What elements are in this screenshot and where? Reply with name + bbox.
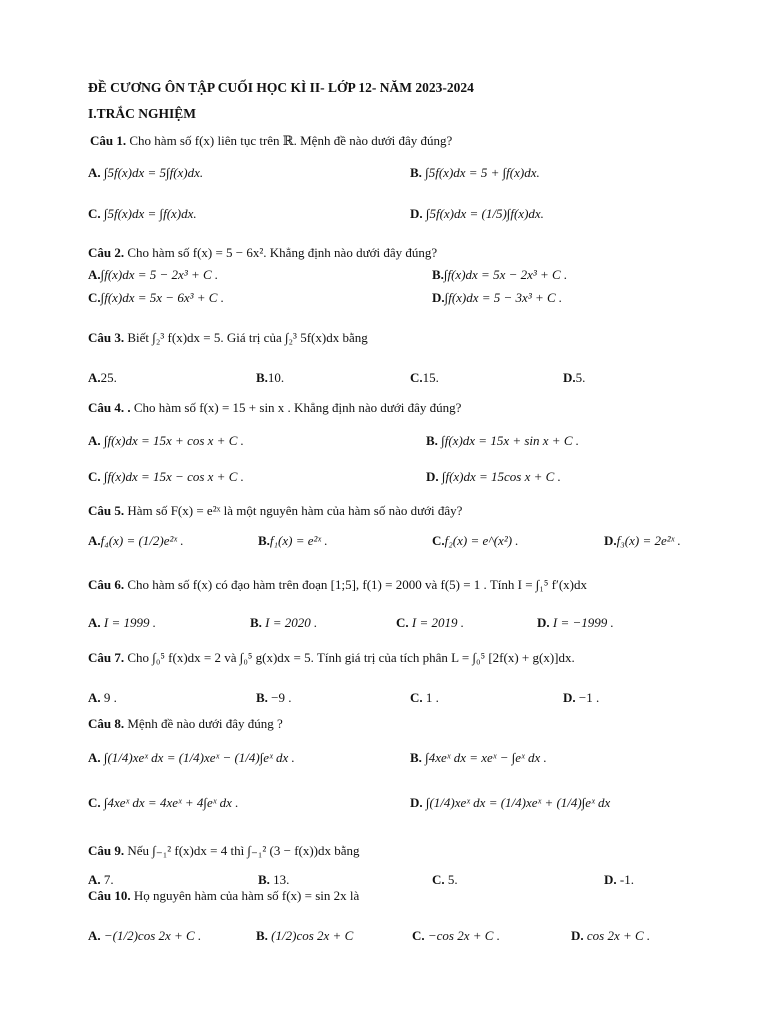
option-key: D. (604, 872, 617, 887)
option-text: ∫f(x)dx = 5x − 2x³ + C . (443, 267, 568, 282)
option-key: A. (88, 533, 101, 548)
q8-option-a (88, 750, 295, 766)
option-key: B. (258, 533, 270, 548)
option-text: f₃(x) = 2e²ˣ . (616, 533, 681, 548)
q1-option-c (88, 206, 197, 222)
q8-option-c (88, 795, 238, 811)
question-1-label: Câu 1. (90, 133, 127, 148)
q2-option-a (88, 267, 218, 283)
option-text: cos 2x + C . (586, 928, 651, 943)
option-text: −(1/2)cos 2x + C . (103, 928, 202, 943)
option-text: f₁(x) = e²ˣ . (269, 533, 328, 548)
option-text: 7. (103, 872, 114, 887)
q3-option-a (88, 370, 117, 386)
option-text: ∫5f(x)dx = 5∫f(x)dx. (103, 165, 204, 180)
option-key: A. (88, 690, 101, 705)
question-2-stem: Cho hàm số f(x) = 5 − 6x². Khẳng định nào dưới đây đúng? (127, 245, 438, 260)
question-10 (88, 888, 359, 904)
option-key: D. (604, 533, 617, 548)
section-heading: I.TRẮC NGHIỆM (88, 106, 197, 121)
q7-option-b (256, 690, 292, 706)
option-text: ∫5f(x)dx = (1/5)∫f(x)dx. (425, 206, 544, 221)
option-key: A. (88, 165, 101, 180)
q5-option-a (88, 533, 184, 549)
option-text: 5. (447, 872, 458, 887)
q7-option-c (410, 690, 439, 706)
question-6-label: Câu 6. (88, 577, 125, 592)
option-key: B. (426, 433, 438, 448)
option-text: 9 . (103, 690, 117, 705)
q2-option-d (432, 290, 562, 306)
option-key: D. (571, 928, 584, 943)
q1-option-d (410, 206, 544, 222)
option-text: ∫f(x)dx = 15x + sin x + C . (441, 433, 579, 448)
option-text: I = 1999 . (103, 615, 156, 630)
option-text: 25. (100, 370, 117, 385)
question-5 (88, 503, 462, 519)
question-7-stem: Cho ∫₀⁵ f(x)dx = 2 và ∫₀⁵ g(x)dx = 5. Tính giá trị của tích phân L = ∫₀⁵ [2f(x) + g(x)]dx. (127, 650, 575, 665)
option-key: A. (88, 928, 101, 943)
option-text: ∫f(x)dx = 15x + cos x + C . (103, 433, 244, 448)
q5-option-b (258, 533, 328, 549)
q3-option-d (563, 370, 585, 386)
option-text: f₄(x) = (1/2)e²ˣ . (100, 533, 184, 548)
q10-option-a (88, 928, 201, 944)
document-title: ĐỀ CƯƠNG ÔN TẬP CUỐI HỌC KÌ II- LỚP 12- NĂM 2023-2024 (88, 80, 474, 95)
q4-option-a (88, 433, 244, 449)
question-5-label: Câu 5. (88, 503, 125, 518)
option-text: ∫f(x)dx = 15cos x + C . (441, 469, 561, 484)
q6-option-a (88, 615, 156, 631)
q9-option-d (604, 872, 634, 888)
q4-option-d (426, 469, 561, 485)
option-key: B. (410, 750, 422, 765)
option-key: D. (410, 795, 423, 810)
question-1 (90, 133, 452, 149)
q10-option-c (412, 928, 500, 944)
option-key: D. (563, 370, 576, 385)
option-text: ∫f(x)dx = 15x − cos x + C . (103, 469, 244, 484)
option-key: A. (88, 433, 101, 448)
option-text: 10. (267, 370, 285, 385)
option-key: C. (88, 206, 101, 221)
option-text: I = 2019 . (411, 615, 464, 630)
option-key: C. (432, 533, 445, 548)
option-key: A. (88, 872, 101, 887)
q4-option-b (426, 433, 579, 449)
q9-option-a (88, 872, 114, 888)
q6-option-d (537, 615, 614, 631)
option-key: C. (432, 872, 445, 887)
option-text: I = −1999 . (552, 615, 614, 630)
option-key: B. (256, 928, 268, 943)
q1-option-b (410, 165, 540, 181)
option-text: −cos 2x + C . (427, 928, 500, 943)
option-key: B. (256, 370, 268, 385)
question-7-label: Câu 7. (88, 650, 125, 665)
question-3-label: Câu 3. (88, 330, 125, 345)
question-4-stem: Cho hàm số f(x) = 15 + sin x . Khẳng định nào dưới đây đúng? (133, 400, 462, 415)
option-text: ∫5f(x)dx = ∫f(x)dx. (103, 206, 197, 221)
option-key: B. (432, 267, 444, 282)
q10-option-b (256, 928, 353, 944)
question-5-stem: Hàm số F(x) = e²ˣ là một nguyên hàm của hàm số nào dưới đây? (127, 503, 463, 518)
option-key: C. (396, 615, 409, 630)
option-key: C. (410, 690, 423, 705)
q8-option-d (410, 795, 610, 811)
q4-option-c (88, 469, 244, 485)
question-9 (88, 843, 360, 859)
option-text: ∫f(x)dx = 5x − 6x³ + C . (100, 290, 224, 305)
option-text: ∫f(x)dx = 5 − 2x³ + C . (100, 267, 219, 282)
option-text: f₂(x) = e^(x²) . (444, 533, 519, 548)
option-key: A. (88, 370, 101, 385)
option-key: C. (412, 928, 425, 943)
q2-option-c (88, 290, 224, 306)
option-key: A. (88, 615, 101, 630)
q2-option-b (432, 267, 567, 283)
option-text: ∫(1/4)xeˣ dx = (1/4)xeˣ + (1/4)∫eˣ dx (425, 795, 611, 810)
question-4-label: Câu 4. . (88, 400, 131, 415)
question-3 (88, 330, 368, 346)
question-6-stem: Cho hàm số f(x) có đạo hàm trên đoạn [1;5], f(1) = 2000 và f(5) = 1 . Tính I = ∫₁⁵ f′(x)dx (127, 577, 587, 592)
question-9-stem: Nếu ∫₋₁² f(x)dx = 4 thì ∫₋₁² (3 − f(x))dx bằng (127, 843, 360, 858)
option-key: D. (426, 469, 439, 484)
option-text: 15. (422, 370, 439, 385)
option-text: ∫5f(x)dx = 5 + ∫f(x)dx. (425, 165, 540, 180)
option-text: 13. (273, 872, 290, 887)
question-10-label: Câu 10. (88, 888, 131, 903)
question-2-label: Câu 2. (88, 245, 125, 260)
q6-option-c (396, 615, 464, 631)
q7-option-a (88, 690, 117, 706)
q7-option-d (563, 690, 599, 706)
option-key: D. (432, 290, 445, 305)
option-text: ∫(1/4)xeˣ dx = (1/4)xeˣ − (1/4)∫eˣ dx . (103, 750, 295, 765)
option-text: 5. (575, 370, 586, 385)
question-6 (88, 577, 587, 593)
question-8 (88, 716, 283, 732)
option-key: C. (410, 370, 423, 385)
question-9-label: Câu 9. (88, 843, 125, 858)
question-2 (88, 245, 437, 261)
option-text: −1 . (578, 690, 600, 705)
option-text: ∫f(x)dx = 5 − 3x³ + C . (444, 290, 563, 305)
option-text: ∫4xeˣ dx = 4xeˣ + 4∫eˣ dx . (103, 795, 239, 810)
option-key: B. (250, 615, 262, 630)
option-text: -1. (619, 872, 634, 887)
q9-option-b (258, 872, 289, 888)
option-key: B. (410, 165, 422, 180)
question-8-stem: Mệnh đề nào dưới đây đúng ? (127, 716, 283, 731)
option-key: B. (256, 690, 268, 705)
option-key: D. (563, 690, 576, 705)
option-text: I = 2020 . (265, 615, 318, 630)
q1-option-a (88, 165, 203, 181)
question-3-stem: Biết ∫₂³ f(x)dx = 5. Giá trị của ∫₂³ 5f(x)dx bằng (127, 330, 368, 345)
option-text: (1/2)cos 2x + C (271, 928, 354, 943)
option-key: C. (88, 469, 101, 484)
option-key: A. (88, 267, 101, 282)
option-key: C. (88, 795, 101, 810)
question-1-stem: Cho hàm số f(x) liên tục trên ℝ. Mệnh đề nào dưới đây đúng? (129, 133, 453, 148)
option-key: C. (88, 290, 101, 305)
q6-option-b (250, 615, 317, 631)
option-key: D. (410, 206, 423, 221)
q9-option-c (432, 872, 458, 888)
q3-option-b (256, 370, 284, 386)
q5-option-c (432, 533, 519, 549)
q10-option-d (571, 928, 650, 944)
option-text: ∫4xeˣ dx = xeˣ − ∫eˣ dx . (425, 750, 547, 765)
q8-option-b (410, 750, 547, 766)
question-8-label: Câu 8. (88, 716, 125, 731)
q3-option-c (410, 370, 439, 386)
option-text: −9 . (271, 690, 292, 705)
question-7 (88, 650, 575, 666)
q5-option-d (604, 533, 681, 549)
option-text: 1 . (425, 690, 439, 705)
question-4 (88, 400, 461, 416)
option-key: B. (258, 872, 270, 887)
option-key: A. (88, 750, 101, 765)
option-key: D. (537, 615, 550, 630)
question-10-stem: Họ nguyên hàm của hàm số f(x) = sin 2x là (133, 888, 360, 903)
